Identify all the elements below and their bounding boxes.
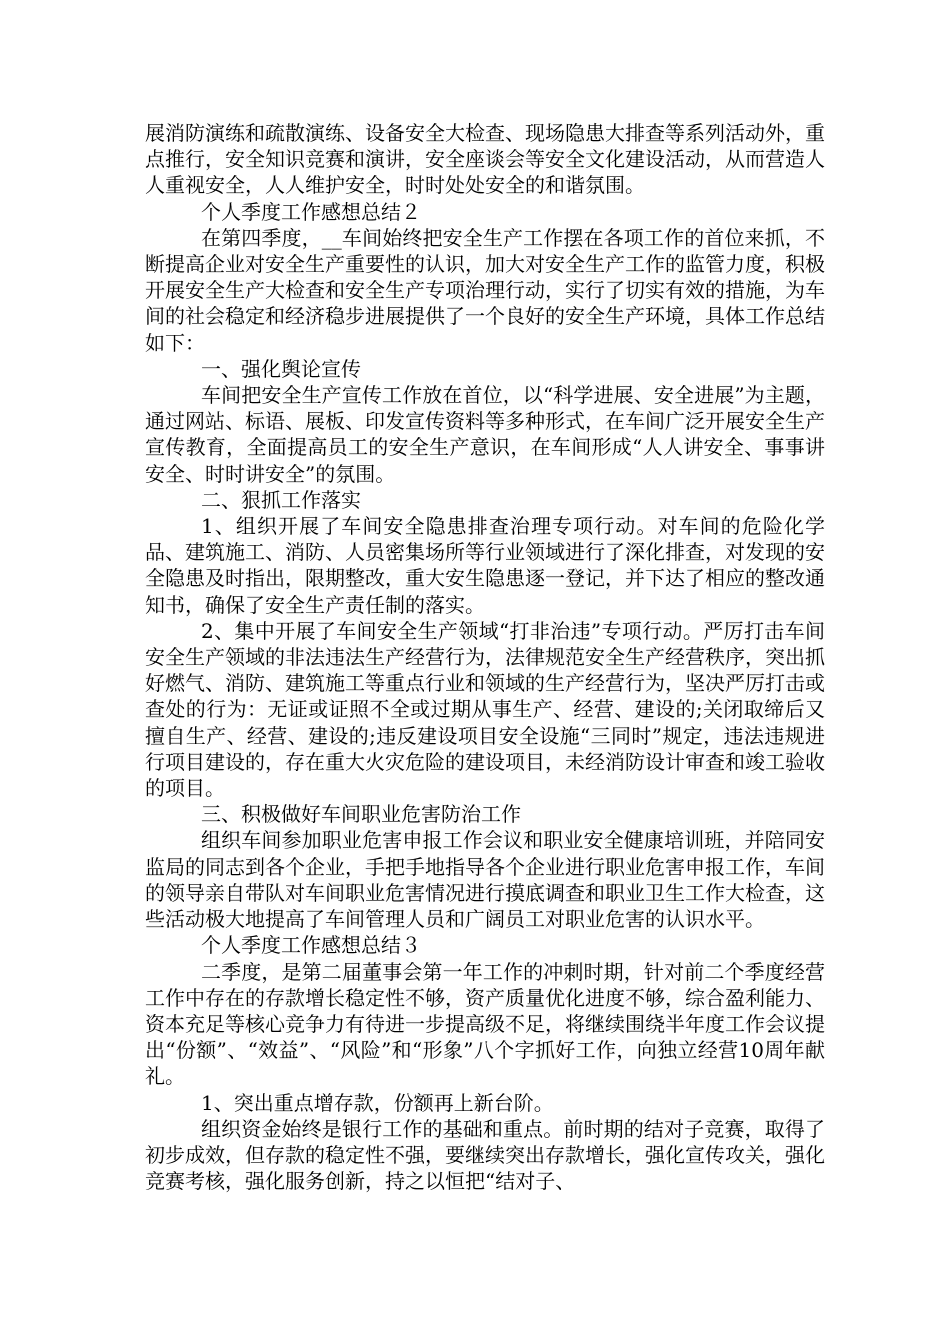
paragraph-q4-intro: 在第四季度，__车间始终把安全生产工作摆在各项工作的首位来抓，不断提高企业对安全生产重要性的认识，加大对安全生产工作的监管力度，积极开展安全生产大检查和安全生产专项治理行动，实行了切实有效的措施，为车间的社会稳定和经济稳步进展提供了一个良好的安全生产环境，具体工作总结如下：: [145, 225, 825, 355]
heading-deposits: 1、突出重点增存款，份额再上新台阶。: [201, 1090, 554, 1115]
heading-implementation: 二、狠抓工作落实: [201, 487, 361, 512]
section-title-summary-3: 个人季度工作感想总结３: [201, 933, 421, 958]
paragraph-continuation: 展消防演练和疏散演练、设备安全大检查、现场隐患大排查等系列活动外，重点推行，安全知识竞赛和演讲，安全座谈会等安全文化建设活动，从而营造人人重视安全，人人维护安全，时时处处安全的和谐氛围。: [145, 121, 825, 198]
heading-publicity: 一、强化舆论宣传: [201, 356, 361, 381]
document-body: [145, 120, 825, 1194]
heading-occupational-hazards: 三、积极做好车间职业危害防治工作: [201, 802, 521, 827]
section-title-summary-2: 个人季度工作感想总结２: [201, 199, 421, 224]
paragraph-hazard-inspection: 1、组织开展了车间安全隐患排查治理专项行动。对车间的危险化学品、建筑施工、消防、人员密集场所等行业领域进行了深化排查，对发现的安全隐患及时指出，限期整改，重大安生隐患逐一登记，并下达了相应的整改通知书，确保了安全生产责任制的落实。: [145, 514, 825, 617]
paragraph-deposits: 组织资金始终是银行工作的基础和重点。前时期的结对子竞赛，取得了初步成效，但存款的稳定性不强，要继续突出存款增长，强化宣传攻关，强化竞赛考核，强化服务创新，持之以恒把“结对子、: [145, 1116, 825, 1194]
paragraph-publicity: 车间把安全生产宣传工作放在首位，以“科学进展、安全进展”为主题，通过网站、标语、展板、印发宣传资料等多种形式，在车间广泛开展安全生产宣传教育，全面提高员工的安全生产意识，在车间形成“人人讲安全、事事讲安全、时时讲安全”的氛围。: [145, 383, 825, 486]
paragraph-q2-intro: 二季度，是第二届董事会第一年工作的冲刺时期，针对前二个季度经营工作中存在的存款增长稳定性不够，资产质量优化进度不够，综合盈利能力、资本充足等核心竞争力有待进一步提高级不足，将继续围绕半年度工作会议提出“份额”、“效益”、“风险”和“形象”八个字抓好工作，向独立经营10周年献礼。: [145, 959, 825, 1089]
paragraph-illegal-crackdown: 2、集中开展了车间安全生产领域“打非治违”专项行动。严厉打击车间安全生产领域的非法违法生产经营行为，法律规范安全生产经营秩序，突出抓好燃气、消防、建筑施工等重点行业和领域的生产经营行为，坚决严厉打击或查处的行为：无证或证照不全或过期从事生产、经营、建设的;关闭取缔后又擅自生产、经营、建设的;违反建设项目安全设施“三同时”规定，违法违规进行项目建设的，存在重大火灾危险的建设项目，未经消防设计审查和竣工验收的项目。: [145, 618, 825, 801]
paragraph-occupational-hazards: 组织车间参加职业危害申报工作会议和职业安全健康培训班，并陪同安监局的同志到各个企业，手把手地指导各个企业进行职业危害申报工作，车间的领导亲自带队对车间职业危害情况进行摸底调查和职业卫生工作大检查，这些活动极大地提高了车间管理人员和广阔员工对职业危害的认识水平。: [145, 828, 825, 932]
